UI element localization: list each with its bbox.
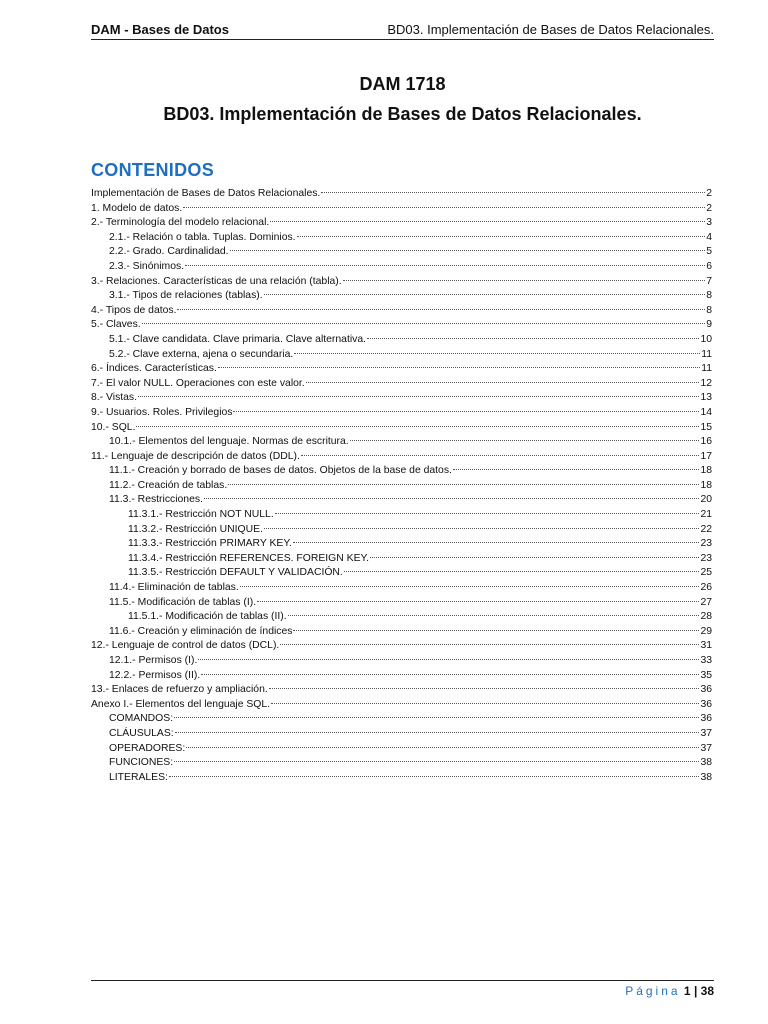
toc-entry[interactable]	[91, 508, 712, 523]
toc-entry-title: 11.5.- Modificación de tablas (I).	[109, 596, 257, 608]
toc-entry-page: 23	[700, 538, 712, 550]
toc-entry[interactable]	[91, 348, 712, 363]
toc-entry[interactable]	[91, 289, 712, 304]
toc-entry[interactable]	[91, 683, 712, 698]
toc-entry-page: 9	[706, 319, 712, 331]
toc-entry-page: 28	[700, 611, 712, 623]
toc-entry-page: 5	[706, 246, 712, 258]
toc-entry-title: 5.- Claves.	[91, 319, 141, 331]
toc-entry-title: 5.2.- Clave externa, ajena o secundaria.	[109, 348, 294, 360]
toc-dot-leader	[177, 309, 705, 310]
toc-dot-leader	[264, 294, 706, 295]
toc-dot-leader	[142, 323, 706, 324]
page-footer	[625, 984, 714, 998]
toc-entry-title: 11.5.1.- Modificación de tablas (II).	[128, 611, 287, 623]
toc-entry-title: 11.3.4.- Restricción REFERENCES. FOREIGN KEY.	[128, 552, 369, 564]
toc-dot-leader	[321, 192, 705, 193]
toc-dot-leader	[293, 542, 700, 543]
toc-entry-title: Implementación de Bases de Datos Relacionales.	[91, 188, 321, 199]
toc-entry-title: 12.2.- Permisos (II).	[109, 669, 201, 681]
toc-entry[interactable]	[91, 552, 712, 567]
toc-entry-page: 15	[700, 421, 712, 433]
toc-dot-leader	[240, 586, 700, 587]
toc-entry[interactable]	[91, 464, 712, 479]
toc-entry[interactable]	[91, 260, 712, 275]
toc-dot-leader	[198, 659, 699, 660]
toc-entry-title: 9.- Usuarios. Roles. Privilegios	[91, 406, 233, 418]
toc-dot-leader	[294, 353, 700, 354]
toc-entry-page: 29	[700, 625, 712, 637]
toc-entry[interactable]	[91, 421, 712, 436]
toc-entry-page: 10	[700, 333, 712, 345]
toc-dot-leader	[138, 396, 699, 397]
toc-dot-leader	[280, 644, 699, 645]
toc-entry-page: 37	[700, 727, 712, 739]
toc-entry-page: 16	[700, 436, 712, 448]
toc-entry-title: 11.3.5.- Restricción DEFAULT Y VALIDACIÓN.	[128, 567, 343, 579]
toc-entry-title: 12.1.- Permisos (I).	[109, 655, 198, 666]
toc-dot-leader	[367, 338, 699, 339]
toc-dot-leader	[185, 265, 705, 266]
toc-dot-leader	[136, 426, 699, 427]
toc-entry-page: 38	[700, 757, 712, 769]
toc-entry-page: 2	[706, 202, 712, 214]
toc-dot-leader	[201, 674, 699, 675]
toc-entry-title: 2.1.- Relación o tabla. Tuplas. Dominios.	[109, 231, 296, 243]
toc-entry[interactable]	[91, 523, 712, 538]
toc-entry[interactable]	[91, 216, 712, 231]
toc-entry-title: OPERADORES:	[109, 742, 186, 754]
toc-entry-page: 6	[706, 260, 712, 272]
toc-dot-leader	[264, 528, 700, 529]
toc-entry-page: 37	[700, 742, 712, 754]
table-of-contents	[91, 187, 712, 785]
toc-entry-title: FUNCIONES:	[109, 757, 174, 769]
toc-entry-page: 31	[700, 640, 712, 652]
toc-entry[interactable]	[91, 698, 712, 713]
toc-dot-leader	[343, 280, 706, 281]
toc-entry[interactable]	[91, 377, 712, 392]
toc-entry-page: 14	[700, 406, 712, 418]
toc-entry[interactable]	[91, 742, 712, 757]
toc-entry[interactable]	[91, 566, 712, 581]
toc-entry-title: 3.- Relaciones. Características de una relación (tabla).	[91, 275, 342, 287]
header-right-text: BD03. Implementación de Bases de Datos Relacionales.	[387, 22, 714, 37]
toc-entry[interactable]	[91, 654, 712, 669]
toc-dot-leader	[270, 221, 705, 222]
toc-entry[interactable]	[91, 333, 712, 348]
toc-entry-title: CLÁUSULAS:	[109, 727, 174, 739]
toc-entry[interactable]	[91, 202, 712, 217]
toc-entry-title: 12.- Lenguaje de control de datos (DCL).	[91, 640, 280, 652]
toc-dot-leader	[169, 776, 700, 777]
toc-entry-page: 7	[706, 275, 712, 287]
toc-dot-leader	[174, 761, 699, 762]
toc-entry-title: LITERALES:	[109, 771, 168, 783]
footer-page-label: Página	[625, 984, 681, 998]
toc-dot-leader	[257, 601, 699, 602]
toc-entry-page: 36	[700, 698, 712, 710]
toc-entry-title: 10.- SQL.	[91, 421, 136, 433]
toc-entry-title: 11.3.- Restricciones.	[109, 494, 203, 506]
toc-entry-page: 12	[700, 377, 712, 389]
title-line-1: DAM 1718	[359, 74, 446, 94]
toc-entry-title: 7.- El valor NULL. Operaciones con este valor.	[91, 377, 305, 389]
toc-entry-title: 11.2.- Creación de tablas.	[109, 479, 228, 491]
toc-entry-title: 11.3.3.- Restricción PRIMARY KEY.	[128, 538, 292, 550]
toc-entry-title: 6.- Índices. Características.	[91, 363, 217, 375]
toc-dot-leader	[230, 250, 706, 251]
footer-divider	[91, 980, 714, 981]
toc-entry[interactable]	[91, 537, 712, 552]
footer-total-pages: 38	[700, 984, 714, 998]
toc-entry[interactable]	[91, 318, 712, 333]
toc-entry-title: Anexo I.- Elementos del lenguaje SQL.	[91, 698, 271, 710]
toc-entry-page: 38	[700, 771, 712, 783]
toc-entry[interactable]	[91, 435, 712, 450]
toc-entry-title: 4.- Tipos de datos.	[91, 304, 177, 316]
toc-entry-page: 11	[701, 363, 712, 375]
toc-dot-leader	[218, 367, 700, 368]
toc-entry[interactable]	[91, 625, 712, 640]
toc-entry[interactable]	[91, 756, 712, 771]
toc-entry-title: 2.3.- Sinónimos.	[109, 260, 185, 272]
document-title	[91, 74, 714, 125]
toc-entry-title: 5.1.- Clave candidata. Clave primaria. Clave alternativa.	[109, 333, 367, 345]
toc-entry[interactable]	[91, 596, 712, 611]
toc-dot-leader	[350, 440, 700, 441]
toc-entry[interactable]	[91, 581, 712, 596]
toc-entry-page: 13	[700, 392, 712, 404]
toc-entry-page: 2	[706, 188, 712, 199]
toc-entry-page: 8	[706, 290, 712, 302]
toc-entry-title: 11.3.2.- Restricción UNIQUE.	[128, 523, 263, 535]
toc-entry[interactable]	[91, 639, 712, 654]
toc-dot-leader	[288, 615, 700, 616]
toc-entry[interactable]	[91, 727, 712, 742]
toc-entry-page: 27	[700, 596, 712, 608]
toc-dot-leader	[228, 484, 699, 485]
toc-entry-title: 10.1.- Elementos del lenguaje. Normas de escritura.	[109, 436, 349, 448]
toc-dot-leader	[370, 557, 699, 558]
toc-entry[interactable]	[91, 450, 712, 465]
toc-dot-leader	[186, 747, 699, 748]
toc-dot-leader	[204, 498, 700, 499]
toc-entry-page: 21	[700, 509, 712, 521]
toc-dot-leader	[306, 382, 700, 383]
toc-entry-title: 2.2.- Grado. Cardinalidad.	[109, 246, 229, 258]
toc-entry[interactable]	[91, 669, 712, 684]
toc-entry[interactable]	[91, 362, 712, 377]
toc-dot-leader	[175, 732, 700, 733]
toc-entry-title: 8.- Vistas.	[91, 392, 138, 404]
toc-entry[interactable]	[91, 391, 712, 406]
header-left-text: DAM - Bases de Datos	[91, 22, 229, 37]
toc-entry-title: 11.4.- Eliminación de tablas.	[109, 582, 239, 594]
toc-entry-page: 36	[700, 684, 712, 696]
toc-entry[interactable]	[91, 610, 712, 625]
footer-separator: |	[693, 984, 698, 998]
title-line-2: BD03. Implementación de Bases de Datos Relacionales.	[163, 104, 642, 124]
toc-entry-page: 3	[706, 217, 712, 229]
toc-dot-leader	[233, 411, 699, 412]
toc-dot-leader	[344, 571, 700, 572]
toc-entry-page: 18	[700, 465, 712, 477]
toc-entry-title: 11.3.1.- Restricción NOT NULL.	[128, 509, 274, 521]
toc-dot-leader	[297, 236, 706, 237]
toc-dot-leader	[453, 469, 700, 470]
toc-entry[interactable]	[91, 479, 712, 494]
toc-entry[interactable]	[91, 712, 712, 727]
toc-entry[interactable]	[91, 231, 712, 246]
toc-entry[interactable]	[91, 493, 712, 508]
toc-entry-page: 36	[700, 713, 712, 725]
toc-entry-title: 2.- Terminología del modelo relacional.	[91, 217, 270, 229]
toc-entry-page: 23	[700, 552, 712, 564]
toc-entry-page: 20	[700, 494, 712, 506]
toc-entry-title: COMANDOS:	[109, 713, 174, 725]
toc-entry[interactable]	[91, 406, 712, 421]
toc-dot-leader	[301, 455, 700, 456]
toc-dot-leader	[275, 513, 700, 514]
toc-dot-leader	[174, 717, 699, 718]
contents-heading: CONTENIDOS	[91, 160, 215, 180]
toc-entry-page: 8	[706, 304, 712, 316]
toc-entry-title: 11.6.- Creación y eliminación de índices	[109, 625, 293, 637]
toc-entry[interactable]	[91, 771, 712, 786]
toc-entry-title: 13.- Enlaces de refuerzo y ampliación.	[91, 684, 268, 696]
toc-entry-page: 26	[700, 582, 712, 594]
toc-entry[interactable]	[91, 245, 712, 260]
toc-entry-title: 3.1.- Tipos de relaciones (tablas).	[109, 290, 263, 302]
toc-dot-leader	[269, 688, 700, 689]
toc-dot-leader	[183, 207, 705, 208]
toc-entry-page: 35	[700, 669, 712, 681]
toc-entry[interactable]	[91, 304, 712, 319]
toc-dot-leader	[271, 703, 699, 704]
footer-page-number: 1	[683, 984, 691, 998]
toc-entry-page: 4	[706, 231, 712, 243]
toc-entry-title: 11.1.- Creación y borrado de bases de datos. Objetos de la base de datos.	[109, 465, 452, 477]
toc-entry[interactable]	[91, 275, 712, 290]
toc-entry[interactable]	[91, 187, 712, 202]
toc-entry-page: 17	[700, 450, 712, 462]
toc-entry-title: 1. Modelo de datos.	[91, 202, 183, 214]
toc-entry-title: 11.- Lenguaje de descripción de datos (DDL).	[91, 450, 300, 462]
page-header	[91, 18, 714, 40]
toc-entry-page: 18	[700, 479, 712, 491]
toc-dot-leader	[293, 630, 699, 631]
toc-entry-page: 22	[700, 523, 712, 535]
toc-entry-page: 33	[700, 655, 712, 666]
toc-entry-page: 25	[700, 567, 712, 579]
toc-entry-page: 11	[701, 348, 712, 360]
